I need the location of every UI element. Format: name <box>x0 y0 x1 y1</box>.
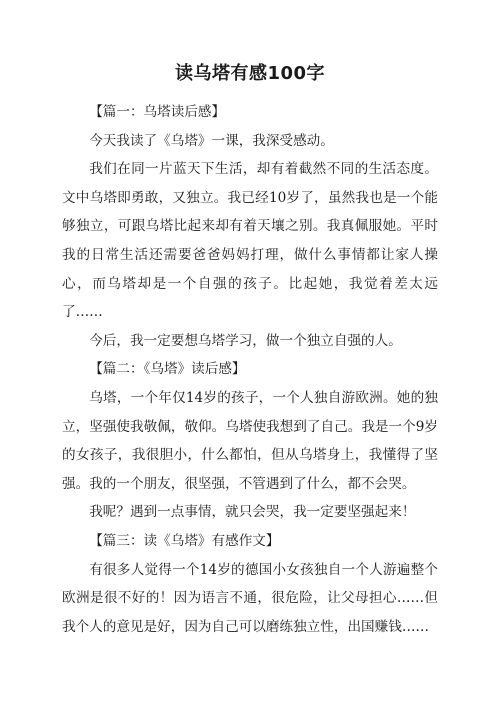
section-heading: 【篇二：《乌塔》读后感】 <box>89 361 246 378</box>
paragraph: 我们在同一片蓝天下生活，却有着截然不同的生活态度。文中乌塔即勇敢，又独立。我已经10岁了，虽然我也是一个能够独立，可跟乌塔比起来却有着天壤之别。我真佩服她。平时我的日常生活还需要爸爸妈妈打理，做什么事情都让家人操心，而乌塔却是一个自强的孩子。比起她，我觉着差太远了…… <box>62 161 438 321</box>
section-heading: 【篇三：读《乌塔》有感作文】 <box>89 532 280 549</box>
document-body <box>62 98 438 641</box>
paragraph: 今天我读了《乌塔》一课，我深受感动。 <box>89 132 334 149</box>
paragraph: 有很多人觉得一个14岁的德国小女孩独自一个人游遍整个欧洲是很不好的！因为语言不通，很危险，让父母担心……但我个人的意见是好，因为自己可以磨练独立性，出国赚钱…… <box>62 561 438 635</box>
paragraph: 我呢？遇到一点事情，就只会哭，我一定要坚强起来！ <box>89 504 416 521</box>
section-heading: 【篇一：乌塔读后感】 <box>89 104 226 120</box>
paragraph: 乌塔，一个年仅14岁的孩子，一个人独自游欧洲。她的独立，坚强使我敬佩，敬仰。乌塔使我想到了自己。我是一个9岁的女孩子，我很胆小，什么都怕，但从乌塔身上，我懂得了坚强。我的一个朋友，很坚强，不管遇到了什么，都不会哭。 <box>62 389 438 492</box>
document-title: 读乌塔有感100字 <box>174 63 326 84</box>
paragraph: 今后，我一定要想乌塔学习，做一个独立自强的人。 <box>89 332 402 349</box>
